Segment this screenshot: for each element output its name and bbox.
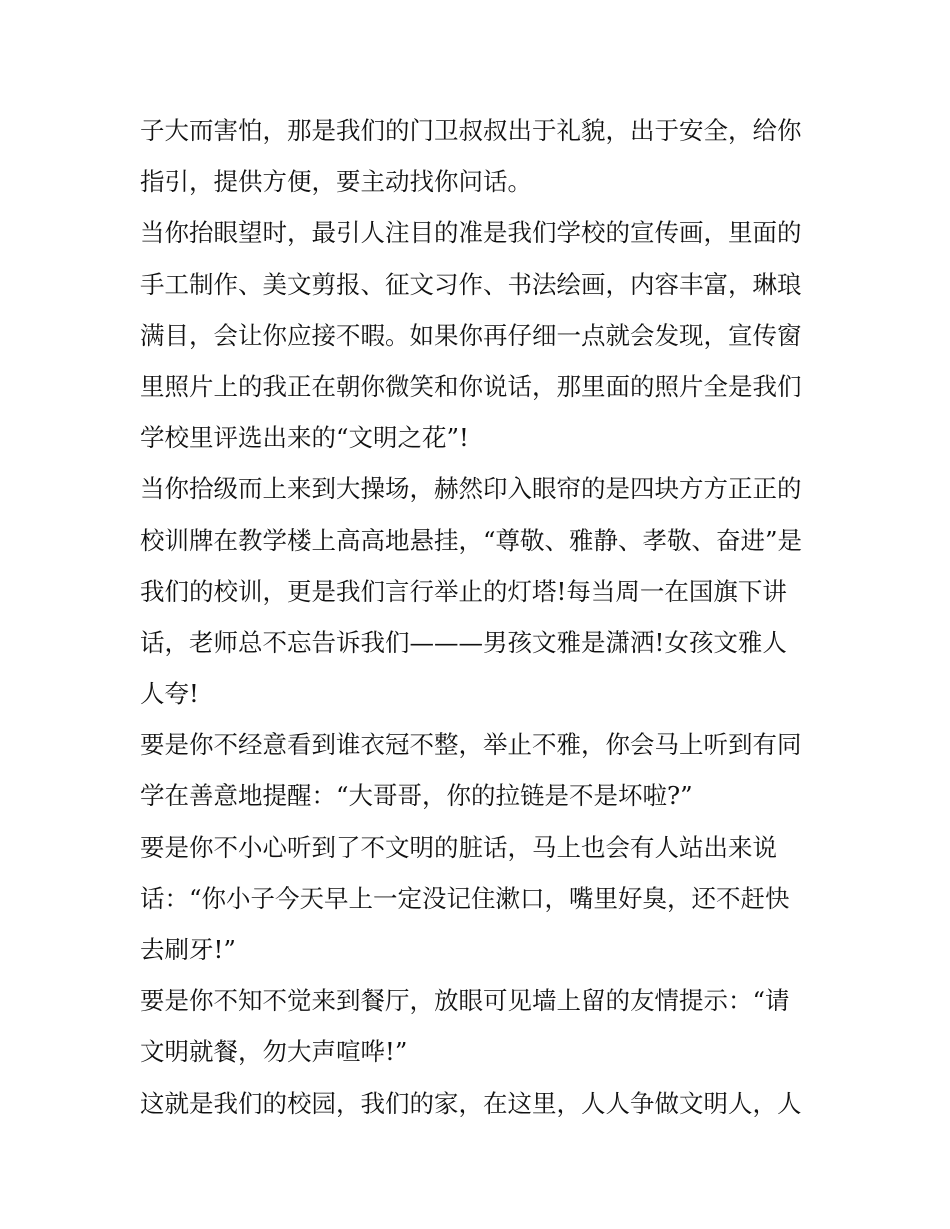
text-line: 满目，会让你应接不暇。如果你再仔细一点就会发现，宣传窗 bbox=[140, 320, 802, 350]
text-line: 当你抬眼望时，最引人注目的准是我们学校的宣传画，里面的 bbox=[140, 218, 802, 248]
text-line: 人夸! bbox=[140, 679, 199, 709]
text-line: 校训牌在教学楼上高高地悬挂，“尊敬、雅静、孝敬、奋进”是 bbox=[140, 525, 803, 555]
text-line: 文明就餐，勿大声喧哗!” bbox=[140, 1037, 408, 1067]
text-line: 当你拾级而上来到大操场，赫然印入眼帘的是四块方方正正的 bbox=[140, 474, 802, 504]
text-line: 去刷牙!” bbox=[140, 935, 236, 964]
text-line: 里照片上的我正在朝你微笑和你说话，那里面的照片全是我们 bbox=[140, 371, 802, 401]
document-body bbox=[140, 105, 820, 1129]
text-line: 指引，提供方便，要主动找你问话。 bbox=[140, 167, 532, 197]
text-line: 要是你不小心听到了不文明的脏话，马上也会有人站出来说 bbox=[140, 832, 777, 862]
text-line: 手工制作、美文剪报、征文习作、书法绘画，内容丰富，琳琅 bbox=[140, 269, 802, 299]
text-line: 学校里评选出来的“文明之花”! bbox=[140, 423, 469, 453]
text-line: 要是你不经意看到谁衣冠不整，举止不雅，你会马上听到有同 bbox=[140, 730, 802, 760]
text-line: 话，老师总不忘告诉我们———男孩文雅是潇洒!女孩文雅人 bbox=[140, 627, 787, 657]
text-line: 要是你不知不觉来到餐厅，放眼可见墙上留的友情提示：“请 bbox=[140, 986, 790, 1016]
text-line: 我们的校训，更是我们言行举止的灯塔!每当周一在国旗下讲 bbox=[140, 576, 787, 606]
text-line: 话：“你小子今天早上一定没记住漱口，嘴里好臭，还不赶快 bbox=[140, 883, 790, 913]
text-line: 子大而害怕，那是我们的门卫叔叔出于礼貌，出于安全，给你 bbox=[140, 116, 802, 145]
text-line: 这就是我们的校园，我们的家，在这里，人人争做文明人，人 bbox=[140, 1088, 802, 1118]
text-line: 学在善意地提醒：“大哥哥，你的拉链是不是坏啦?” bbox=[140, 781, 693, 811]
